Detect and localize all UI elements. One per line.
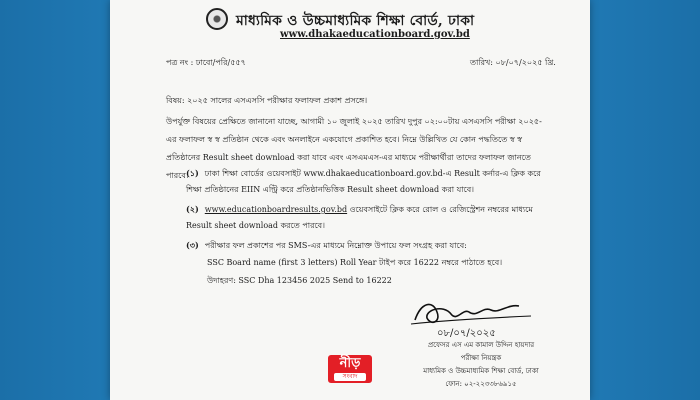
method-text: -এ Result কর্নার-এ ক্লিক করে শিক্ষা প্রতিষ্ঠানের EIIN এন্ট্রি করে প্রতিষ্ঠানভিত্তিক Result sheet download করা যাবে। <box>186 169 541 194</box>
signatory-phone: ফোন: ০২-২২৩৩৮৬৯১৫ <box>445 380 517 388</box>
signatory-title: পরীক্ষা নিয়ন্ত্রক <box>460 354 502 362</box>
method-item-1 <box>186 165 546 198</box>
method-text: ওয়েবসাইটে ক্লিক করে রোল ও রেজিস্ট্রেশন নম্বরের মাধ্যমে Result sheet download করতে পারবে। <box>186 205 533 230</box>
logo-main-text: নীড় <box>339 356 361 371</box>
board-name: মাধ্যমিক ও উচ্চমাধ্যমিক শিক্ষা বোর্ড, ঢাকা <box>236 13 475 29</box>
signatory-block <box>406 339 556 391</box>
memo-number: পত্র নং : ঢাবো/পরি/৫৫৭ <box>166 58 246 67</box>
signature-date: ০৮/০৭/২০২৫ <box>437 328 496 338</box>
signatory-name: প্রফেসর এস এম কামাল উদ্দিন হায়দার <box>427 341 535 349</box>
sms-example: উদাহরণ: SSC Dha 123456 2025 Send to 16222 <box>207 276 392 285</box>
memo-date: তারিখ: ০৮/০৭/২০২৫ খ্রি. <box>470 58 556 67</box>
method-number: (৩) <box>186 240 199 250</box>
notice-document <box>110 0 590 400</box>
method-text: ঢাকা শিক্ষা বোর্ডের ওয়েবসাইট <box>204 169 304 178</box>
signature-icon <box>407 290 537 338</box>
body-paragraph: উপর্যুক্ত বিষয়ের প্রেক্ষিতে জানানো যাচ্ছে, আগামী ১০ জুলাই ২০২৫ তারিখ দুপুর ০২:০০টায় এসএসসি পরীক্ষা ২০২৫-এর ফলাফল স্ব স্ব প্রতিষ্ঠান থেকে এবং অনলাইনে একযোগে প্রকাশিত হবে। নিম্নে উল্লিখিত যে কোন পদ্ধতিতে স্ব স্ব প্রতিষ্ঠানের Result sheet download করা যাবে এবং এসএমএস-এর মাধ্যমে পরীক্ষার্থীরা তাদের ফলাফল জানতে পারবে। <box>166 117 542 180</box>
method-link: www.dhakaeducationboard.gov.bd <box>303 169 443 178</box>
board-website: www.dhakaeducationboard.gov.bd <box>280 29 470 40</box>
method-item-3 <box>186 237 546 254</box>
news-logo <box>328 355 372 383</box>
board-seal-icon <box>206 8 228 30</box>
method-link: www.educationboardresults.gov.bd <box>204 205 348 214</box>
logo-sub-text: সংবাদ <box>334 373 366 381</box>
signatory-organization: মাধ্যমিক ও উচ্চমাধ্যমিক শিক্ষা বোর্ড, ঢাকা <box>423 367 539 375</box>
subject-line: বিষয়: ২০২৫ সালের এসএসসি পরীক্ষার ফলাফল প্রকাশ প্রসঙ্গে। <box>166 96 368 105</box>
method-item-2 <box>186 201 546 234</box>
method-number: (১) <box>186 168 199 178</box>
method-number: (২) <box>186 204 199 214</box>
method-text: পরীক্ষার ফল প্রকাশের পর SMS-এর মাধ্যমে নিম্নোক্ত উপায়ে ফল সংগ্রহ করা যাবে: <box>204 241 467 250</box>
sms-format: SSC Board name (first 3 letters) Roll Year টাইপ করে 16222 নম্বরে পাঠাতে হবে। <box>207 258 503 267</box>
